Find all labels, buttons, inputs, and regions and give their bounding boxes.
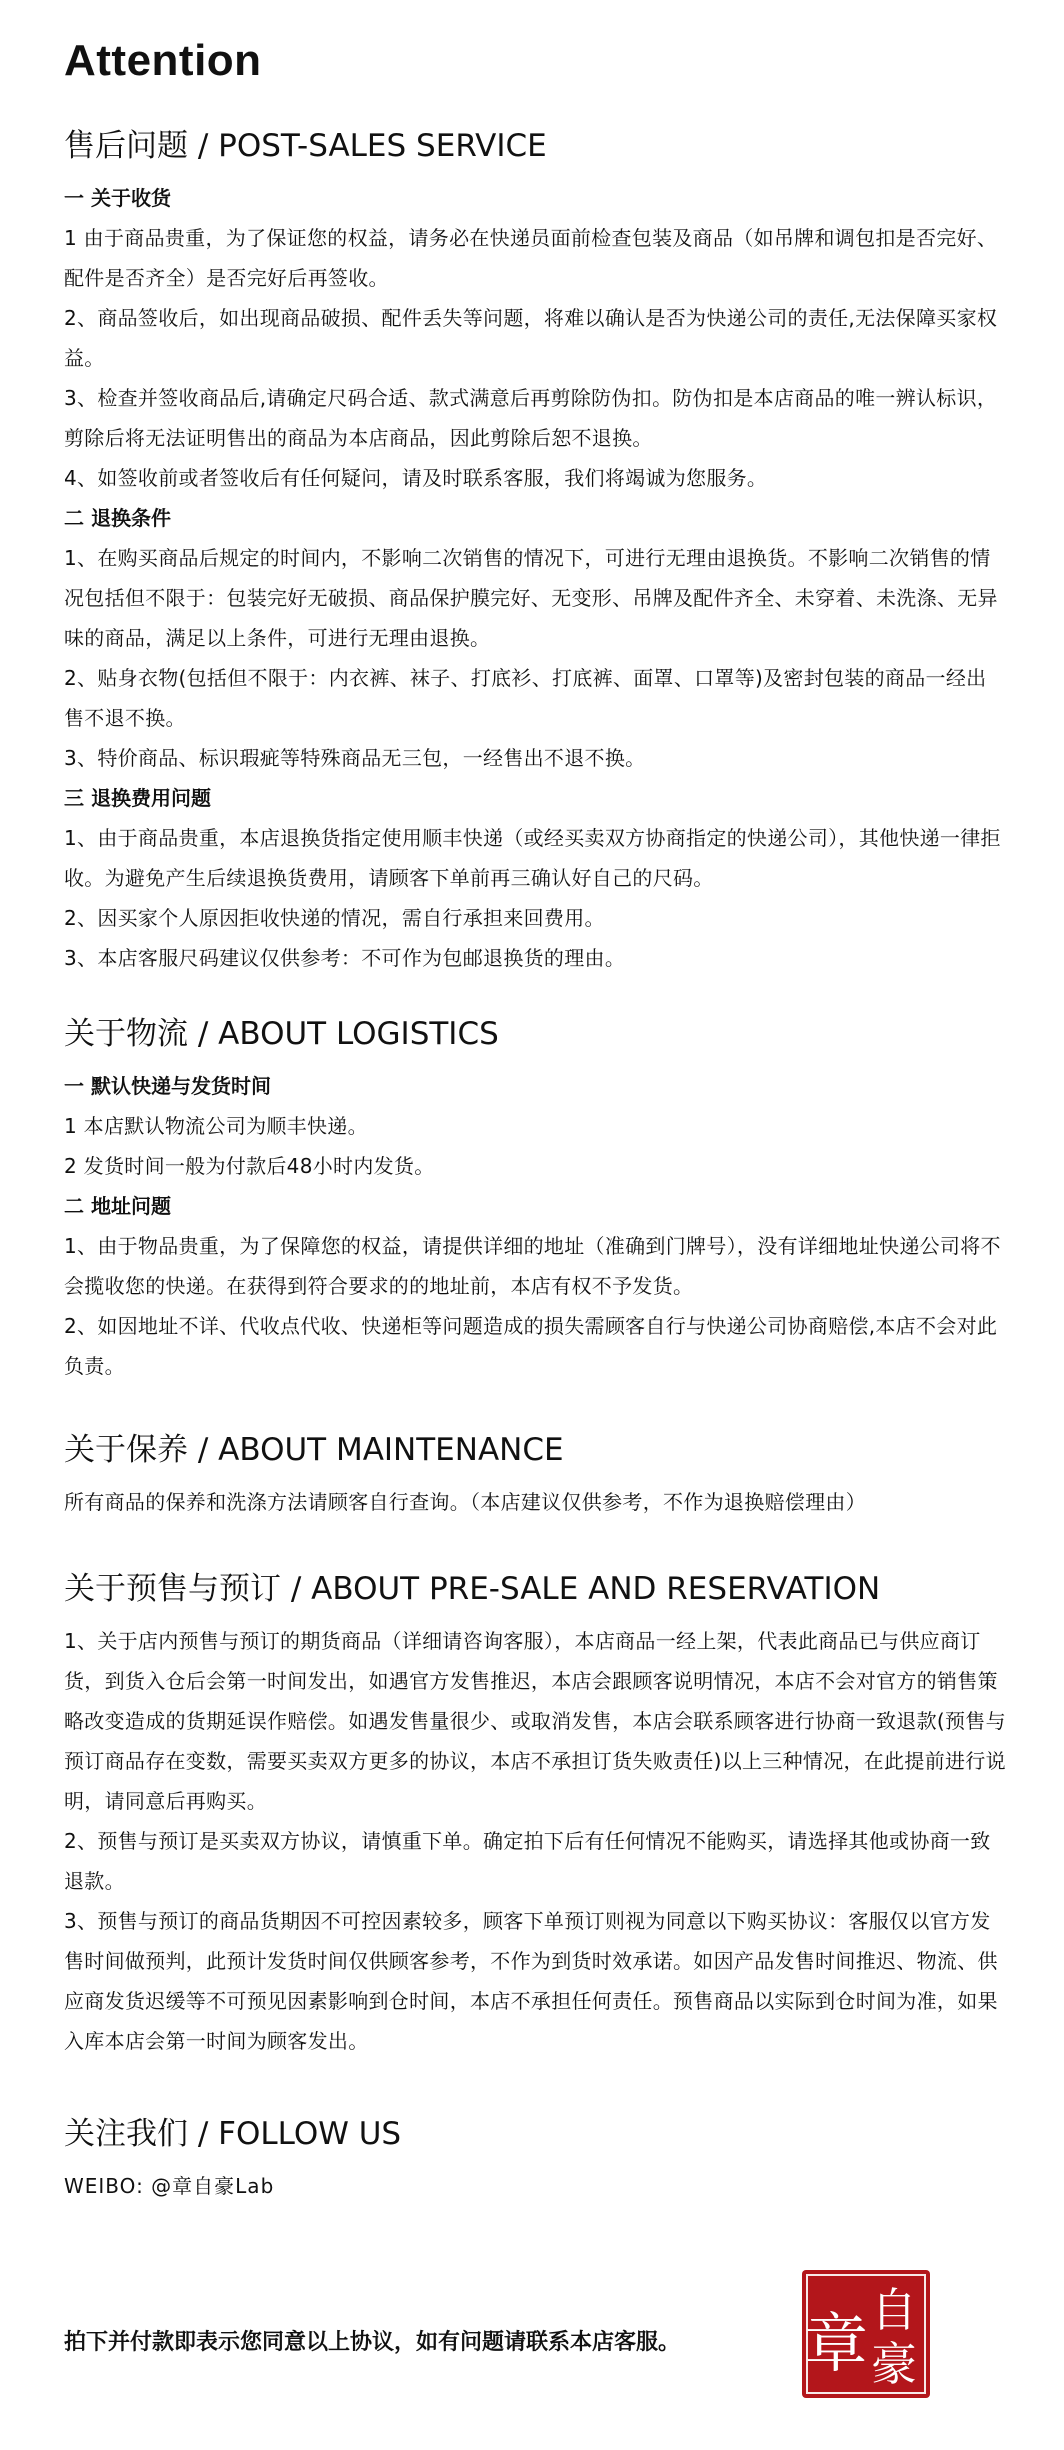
seal-char-3: 豪 [871, 2337, 917, 2391]
address-item-2: 2、如因地址不详、代收点代收、快递柜等问题造成的损失需顾客自行与快递公司协商赔偿,本店不会对此负责。 [64, 1314, 998, 1378]
address-item-1: 1、由于物品贵重，为了保障您的权益，请提供详细的地址（准确到门牌号），没有详细地址快递公司将不会揽收您的快递。在获得到符合要求的的地址前，本店有权不予发货。 [64, 1234, 1001, 1298]
agreement-note: 拍下并付款即表示您同意以上协议，如有问题请联系本店客服。 [64, 2330, 681, 2355]
return-fees-heading: 三 退换费用问题 [64, 786, 211, 810]
brand-seal-logo [802, 2270, 930, 2398]
follow-heading: 关注我们 / FOLLOW US [64, 2116, 402, 2152]
seal-char-1: 章 [804, 2308, 868, 2382]
presale-item-2: 2、预售与预订是买卖双方协议，请慎重下单。确定拍下后有任何情况不能购买，请选择其他或协商一致退款。 [64, 1829, 991, 1893]
receiving-item-3: 3、检查并签收商品后,请确定尺码合适、款式满意后再剪除防伪扣。防伪扣是本店商品的唯一辨认标识，剪除后将无法证明售出的商品为本店商品，因此剪除后恕不退换。 [64, 386, 998, 450]
logistics-heading: 关于物流 / ABOUT LOGISTICS [64, 1016, 499, 1052]
seal-icon [802, 2270, 930, 2398]
courier-item-1: 1 本店默认物流公司为顺丰快递。 [64, 1114, 368, 1138]
weibo-handle: WEIBO: @章自豪Lab [64, 2174, 275, 2198]
presale-section [64, 1567, 1006, 2061]
post-sales-heading: 售后问题 / POST-SALES SERVICE [64, 128, 547, 164]
return-conditions-heading: 二 退换条件 [64, 506, 171, 530]
receiving-item-1: 1 由于商品贵重，为了保证您的权益，请务必在快递员面前检查包装及商品（如吊牌和调包扣是否完好、配件是否齐全）是否完好后再签收。 [64, 226, 998, 290]
page-title: Attention [64, 36, 262, 85]
return-fee-1: 1、由于商品贵重，本店退换货指定使用顺丰快递（或经买卖双方协商指定的快递公司），其他快递一律拒收。为避免产生后续退换货费用，请顾客下单前再三确认好自己的尺码。 [64, 826, 1001, 890]
receiving-item-4: 4、如签收前或者签收后有任何疑问，请及时联系客服，我们将竭诚为您服务。 [64, 466, 768, 490]
maintenance-text: 所有商品的保养和洗涤方法请顾客自行查询。（本店建议仅供参考，不作为退换赔偿理由） [64, 1490, 866, 1514]
maintenance-section [64, 1428, 1006, 1522]
courier-item-2: 2 发货时间一般为付款后48小时内发货。 [64, 1154, 435, 1178]
return-condition-2: 2、贴身衣物(包括但不限于：内衣裤、袜子、打底衫、打底裤、面罩、口罩等)及密封包装的商品一经出售不退不换。 [64, 666, 987, 730]
presale-item-3: 3、预售与预订的商品货期因不可控因素较多，顾客下单预订则视为同意以下购买协议：客服仅以官方发售时间做预判，此预计发货时间仅供顾客参考，不作为到货时效承诺。如因产品发售时间推迟、物流、供应商发货迟缓等不可预见因素影响到仓时间，本店不承担任何责任。预售商品以实际到仓时间为准，如果入库本店会第一时间为顾客发出。 [64, 1909, 998, 2053]
address-heading: 二 地址问题 [64, 1194, 171, 1218]
receiving-item-2: 2、商品签收后，如出现商品破损、配件丢失等问题，将难以确认是否为快递公司的责任,无法保障买家权益。 [64, 306, 998, 370]
return-condition-3: 3、特价商品、标识瑕疵等特殊商品无三包，一经售出不退不换。 [64, 746, 646, 770]
follow-section [64, 2112, 1006, 2206]
logistics-section [64, 1012, 1006, 1386]
courier-heading: 一 默认快递与发货时间 [64, 1074, 271, 1098]
seal-char-2: 自 [871, 2283, 917, 2337]
return-fee-2: 2、因买家个人原因拒收快递的情况，需自行承担来回费用。 [64, 906, 605, 930]
presale-item-1: 1、关于店内预售与预订的期货商品（详细请咨询客服），本店商品一经上架，代表此商品已与供应商订货，到货入仓后会第一时间发出，如遇官方发售推迟，本店会跟顾客说明情况，本店不会对官方的销售策略改变造成的货期延误作赔偿。如遇发售量很少、或取消发售，本店会联系顾客进行协商一致退款(预售与预订商品存在变数，需要买卖双方更多的协议，本店不承担订货失败责任)以上三种情况，在此提前进行说明，请同意后再购买。 [64, 1629, 1006, 1813]
receiving-heading: 一 关于收货 [64, 186, 171, 210]
post-sales-section [64, 124, 1006, 978]
presale-heading: 关于预售与预订 / ABOUT PRE-SALE AND RESERVATION [64, 1571, 881, 1607]
return-fee-3: 3、本店客服尺码建议仅供参考：不可作为包邮退换货的理由。 [64, 946, 626, 970]
maintenance-heading: 关于保养 / ABOUT MAINTENANCE [64, 1432, 564, 1468]
return-condition-1: 1、在购买商品后规定的时间内，不影响二次销售的情况下，可进行无理由退换货。不影响二次销售的情况包括但不限于：包装完好无破损、商品保护膜完好、无变形、吊牌及配件齐全、未穿着、未洗涤、无异味的商品，满足以上条件，可进行无理由退换。 [64, 546, 998, 650]
